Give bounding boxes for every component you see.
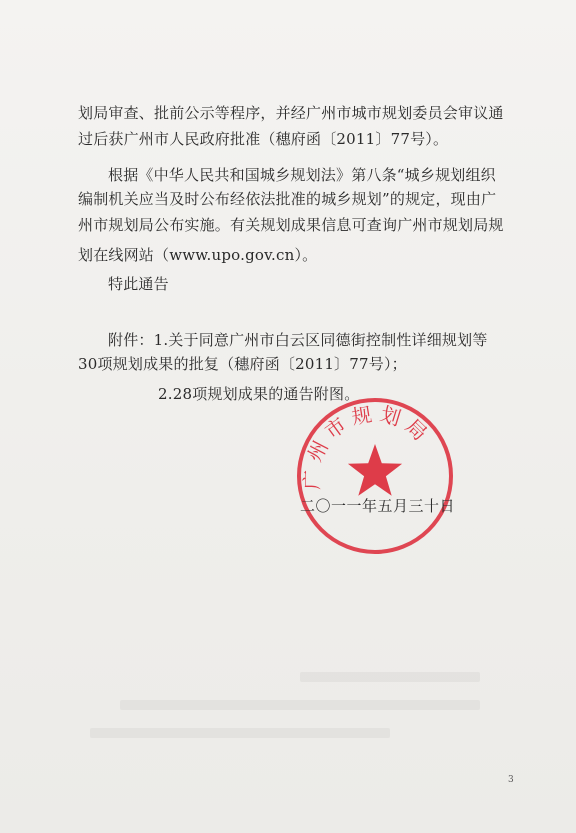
bleed-through-mark <box>120 700 480 710</box>
seal-graphic <box>297 398 456 554</box>
document-date: 二〇一一年五月三十日 <box>300 497 456 515</box>
bleed-through-mark <box>90 728 390 738</box>
attachment-line-2: 30项规划成果的批复（穗府函〔2011〕77号）； <box>78 355 407 373</box>
bleed-through-mark <box>300 672 480 682</box>
closing-phrase: 特此通告 <box>108 275 169 293</box>
body-line-6: 划在线网站（www.upo.gov.cn）。 <box>78 246 318 264</box>
body-line-4: 编制机关应当及时公布经依法批准的城乡规划”的规定，现由广 <box>78 190 497 208</box>
page-number: 3 <box>508 775 514 785</box>
official-seal <box>297 398 456 554</box>
attachment-line-1: 附件：1.关于同意广州市白云区同德街控制性详细规划等 <box>108 331 488 349</box>
seal-star-icon <box>348 444 402 496</box>
body-line-1: 划局审查、批前公示等程序，并经广州市城市规划委员会审议通 <box>78 104 504 122</box>
body-line-3: 根据《中华人民共和国城乡规划法》第八条“城乡规划组织 <box>108 166 496 184</box>
body-line-2: 过后获广州市人民政府批准（穗府函〔2011〕77号）。 <box>78 130 449 148</box>
attachment-line-3: 2.28项规划成果的通告附图。 <box>158 385 360 403</box>
seal-text: 广州市规划局 <box>299 401 437 490</box>
body-line-5: 州市规划局公布实施。有关规划成果信息可查询广州市规划局规 <box>78 216 504 234</box>
